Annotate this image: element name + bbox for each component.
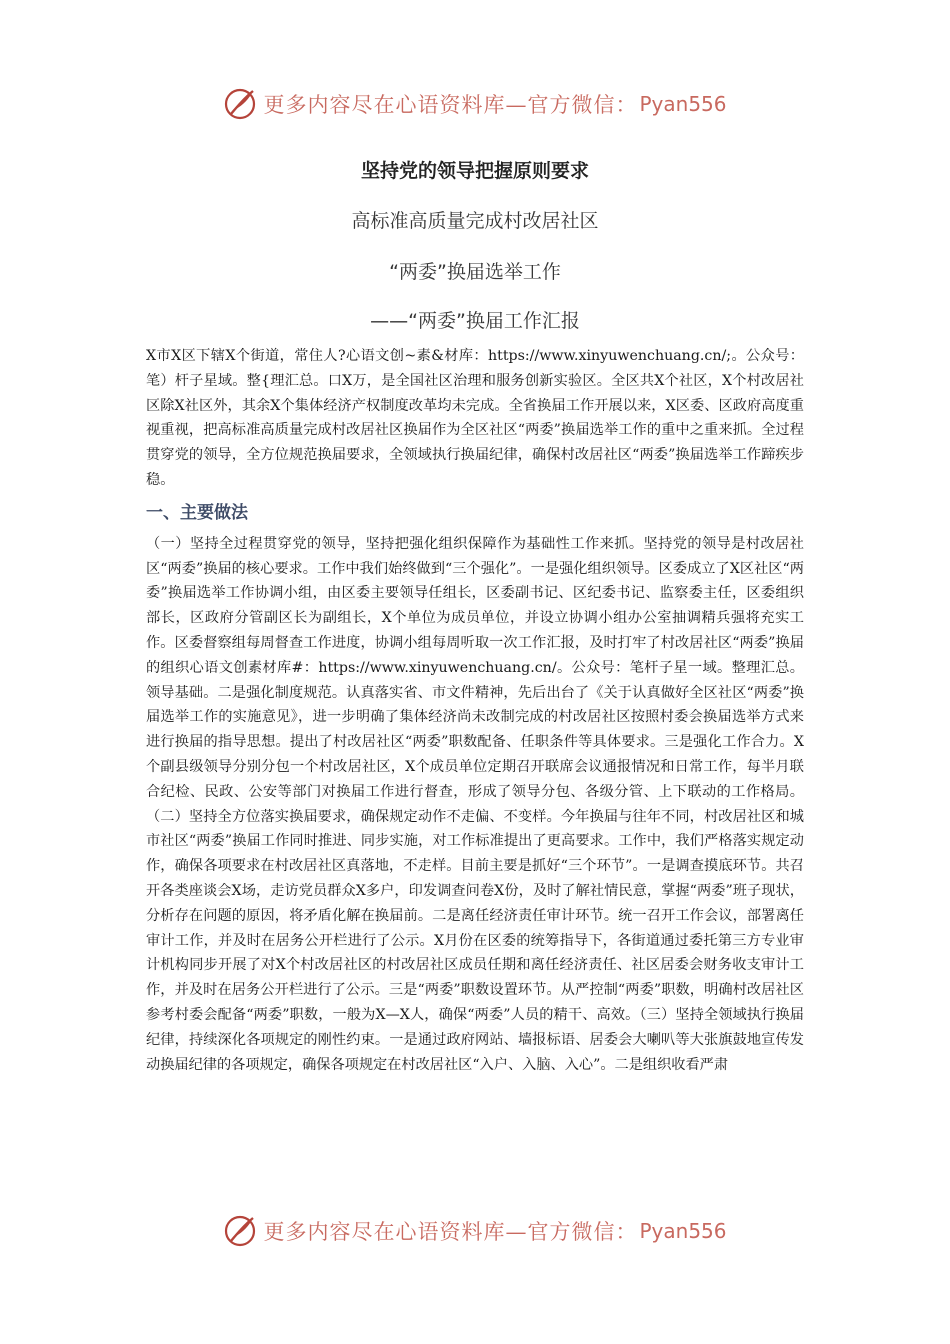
quill-logo-icon (223, 1214, 257, 1248)
subtitle-line-2: 高标准高质量完成村改居社区 (351, 210, 599, 232)
document-body (146, 344, 804, 1077)
banner-wechat-id: Pyan556 (639, 92, 727, 116)
body-paragraph: （一）坚持全过程贯穿党的领导，坚持把强化组织保障作为基础性工作来抓。坚持党的领导是村改居社区“两委”换届的核心要求。工作中我们始终做到“三个强化”。一是强化组织领导。区委成立了X区社区“两委”换届选举工作协调小组，由区委主要领导任组长，区委副书记、区纪委书记、监察委主任，区委组织部长，区政府分管副区长为副组长，X个单位为成员单位，并设立协调小组办公室抽调精兵强将充实工作。区委督察组每周督查工作进度，协调小组每周听取一次工作汇报，及时打牢了村改居社区“两委”换届的组织心语文创素材库#：https://www.xinyuwenchuang.cn/。公众号：笔杆子星一域。整理汇总。领导基础。二是强化制度规范。认真落实省、市文件精神，先后出台了《关于认真做好全区社区“两委”换届选举工作的实施意见》，进一步明确了集体经济尚未改制完成的村改居社区按照村委会换届选举方式来进行换届的指导思想。提出了村改居社区“两委”职数配备、任职条件等具体要求。三是强化工作合力。X个副县级领导分别分包一个村改居社区，X个成员单位定期召开联席会议通报情况和日常工作，每半月联合纪检、民政、公安等部门对换届工作进行督查，形成了领导分包、各级分管、上下联动的工作格局。（二）坚持全方位落实换届要求，确保规定动作不走偏、不变样。今年换届与往年不同，村改居社区和城市社区“两委”换届工作同时推进、同步实施，对工作标准提出了更高要求。工作中，我们严格落实规定动作，确保各项要求在村改居社区真落地，不走样。目前主要是抓好“三个环节”。一是调查摸底环节。共召开各类座谈会X场，走访党员群众X多户，印发调查问卷X份，及时了解社情民意，掌握“两委”班子现状，分析存在问题的原因，将矛盾化解在换届前。二是离任经济责任审计环节。统一召开工作会议，部署离任审计工作，并及时在居务公开栏进行了公示。X月份在区委的统筹指导下，各街道通过委托第三方专业审计机构同步开展了对X个村改居社区的村改居社区成员任期和离任经济责任、社区居委会财务收支审计工作，并及时在居务公开栏进行了公示。三是“两委”职数设置环节。从严控制“两委”职数，明确村改居社区参考村委会配备“两委”职数，一般为X—X人，确保“两委”人员的精干、高效。（三）坚持全领域执行换届纪律，持续深化各项规定的刚性约束。一是通过政府网站、墙报标语、居委会大喇叭等大张旗鼓地宣传发动换届纪律的各项规定，确保各项规定在村改居社区“入户、入脑、入心”。二是组织收看严肃 (146, 535, 804, 1073)
subtitle-line-4: ——“两委”换届工作汇报 (370, 310, 580, 332)
quill-logo-icon (223, 87, 257, 121)
intro-paragraph: X市X区下辖X个街道，常住人?心语文创~素&材库：https://www.xinyuwenchuang.cn/;。公众号：笔）杆子星域。整{理汇总。口X万，是全国社区治理和服务创新实验区。全区共X个社区，X个村改居社区除X社区外，其余X个集体经济产权制度改革均未完成。全省换届工作开展以来，X区委、区政府高度重视重视，把高标准高质量完成村改居社区换届作为全区社区“两委”换届选举工作的重中之重来抓。全过程贯穿党的领导，全方位规范换届要求，全领域执行换届纪律，确保村改居社区“两委”换届选举工作蹄疾步稳。 (146, 348, 804, 488)
footer-banner (0, 1209, 950, 1253)
main-title: 坚持党的领导把握原则要求 (360, 160, 589, 182)
banner-text: 更多内容尽在心语资料库—官方微信： (263, 93, 638, 117)
banner-text: 更多内容尽在心语资料库—官方微信： (263, 1220, 638, 1244)
subtitle-line-3: “两委”换届选举工作 (389, 261, 561, 283)
header-banner (0, 82, 950, 126)
banner-wechat-id: Pyan556 (639, 1219, 727, 1243)
section-heading: 一、主要做法 (146, 502, 248, 523)
